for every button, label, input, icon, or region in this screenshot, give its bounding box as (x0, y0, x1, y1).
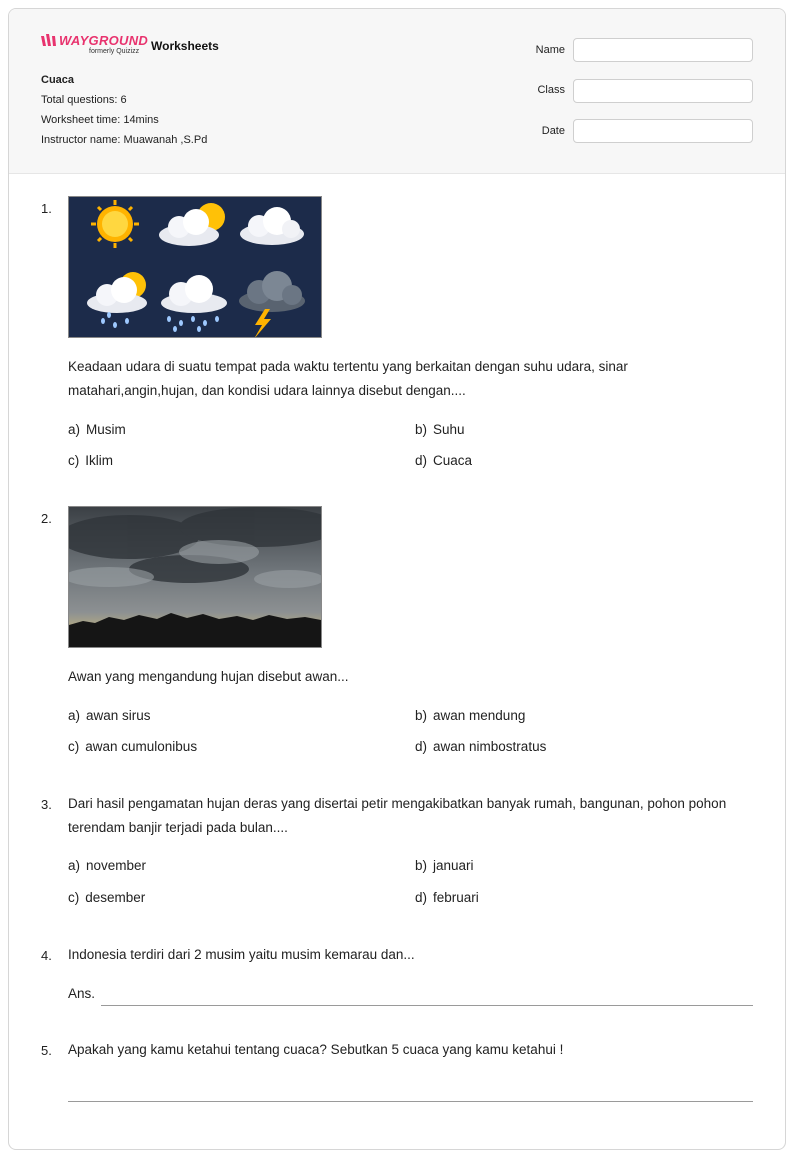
option-letter: b) (415, 858, 428, 873)
question-text: Awan yang mengandung hujan disebut awan... (68, 669, 349, 684)
option-letter: d) (415, 453, 428, 468)
option-a[interactable] (68, 708, 151, 723)
weather-icons-image (68, 196, 322, 338)
total-questions: Total questions: 6 (41, 94, 127, 106)
option-text: Musim (86, 422, 126, 437)
class-field[interactable] (573, 79, 753, 103)
option-a[interactable] (68, 422, 126, 437)
logo-mark-icon (41, 34, 59, 48)
question-text: Indonesia terdiri dari 2 musim yaitu musim kemarau dan... (68, 947, 415, 962)
instructor-name: Instructor name: Muawanah ,S.Pd (41, 134, 208, 146)
question-number: 1. (41, 201, 52, 216)
option-letter: a) (68, 708, 81, 723)
option-d[interactable] (415, 739, 546, 754)
option-c[interactable] (68, 890, 145, 905)
sun-icon (91, 200, 139, 248)
option-b[interactable] (415, 708, 525, 723)
wayground-logo (41, 33, 149, 59)
answer-line[interactable] (68, 1101, 753, 1102)
option-d[interactable] (415, 890, 479, 905)
option-letter: c) (68, 739, 80, 754)
option-text: Iklim (85, 453, 113, 468)
section-label: Worksheets (151, 39, 219, 53)
option-text: Suhu (433, 422, 465, 437)
option-letter: d) (415, 890, 428, 905)
logo-text: WAYGROUND (59, 33, 149, 48)
worksheet-page (8, 8, 786, 1150)
option-letter: d) (415, 739, 428, 754)
cloud-icon (240, 207, 304, 245)
name-field[interactable] (573, 38, 753, 62)
option-text: awan cumulonibus (85, 739, 198, 754)
sun-rain-icon (87, 272, 147, 328)
option-letter: b) (415, 422, 428, 437)
option-text: januari (433, 858, 474, 873)
question-text: Keadaan udara di suatu tempat pada waktu tertentu yang berkaitan dengan suhu udara, sinar matahari,angin,hujan, dan kondisi udara lainnya disebut dengan.... (68, 359, 628, 398)
option-letter: b) (415, 708, 428, 723)
option-a[interactable] (68, 858, 146, 873)
question-text: Apakah yang kamu ketahui tentang cuaca? Sebutkan 5 cuaca yang kamu ketahui ! (68, 1042, 564, 1057)
option-text: februari (433, 890, 479, 905)
thunderstorm-icon (239, 271, 305, 337)
cloudy-sky-photo (68, 506, 322, 648)
option-text: Cuaca (433, 453, 473, 468)
option-c[interactable] (68, 453, 113, 468)
rain-cloud-icon (161, 275, 227, 332)
option-text: november (86, 858, 147, 873)
option-text: desember (85, 890, 146, 905)
option-text: awan sirus (86, 708, 151, 723)
question-number: 5. (41, 1043, 52, 1058)
option-text: awan mendung (433, 708, 526, 723)
question-number: 2. (41, 511, 52, 526)
option-letter: c) (68, 453, 80, 468)
class-label: Class (537, 84, 565, 96)
answer-line[interactable] (101, 1005, 753, 1006)
worksheet-time: Worksheet time: 14mins (41, 114, 159, 126)
option-letter: a) (68, 858, 81, 873)
worksheet-header (9, 9, 785, 174)
option-b[interactable] (415, 858, 474, 873)
partly-cloudy-icon (159, 203, 225, 246)
question-text: Dari hasil pengamatan hujan deras yang disertai petir mengakibatkan banyak rumah, bangunan, pohon pohon terendam banjir terjadi pada bulan.... (68, 796, 727, 835)
option-letter: c) (68, 890, 80, 905)
option-c[interactable] (68, 739, 197, 754)
logo-subtitle: formerly Quizizz (89, 48, 140, 55)
name-label: Name (535, 44, 565, 56)
question-number: 3. (41, 797, 52, 812)
date-label: Date (541, 125, 565, 137)
option-b[interactable] (415, 422, 465, 437)
option-text: awan nimbostratus (433, 739, 547, 754)
date-field[interactable] (573, 119, 753, 143)
option-letter: a) (68, 422, 81, 437)
worksheet-title: Cuaca (41, 74, 75, 86)
option-d[interactable] (415, 453, 472, 468)
answer-label: Ans. (68, 986, 96, 1001)
question-number: 4. (41, 948, 52, 963)
